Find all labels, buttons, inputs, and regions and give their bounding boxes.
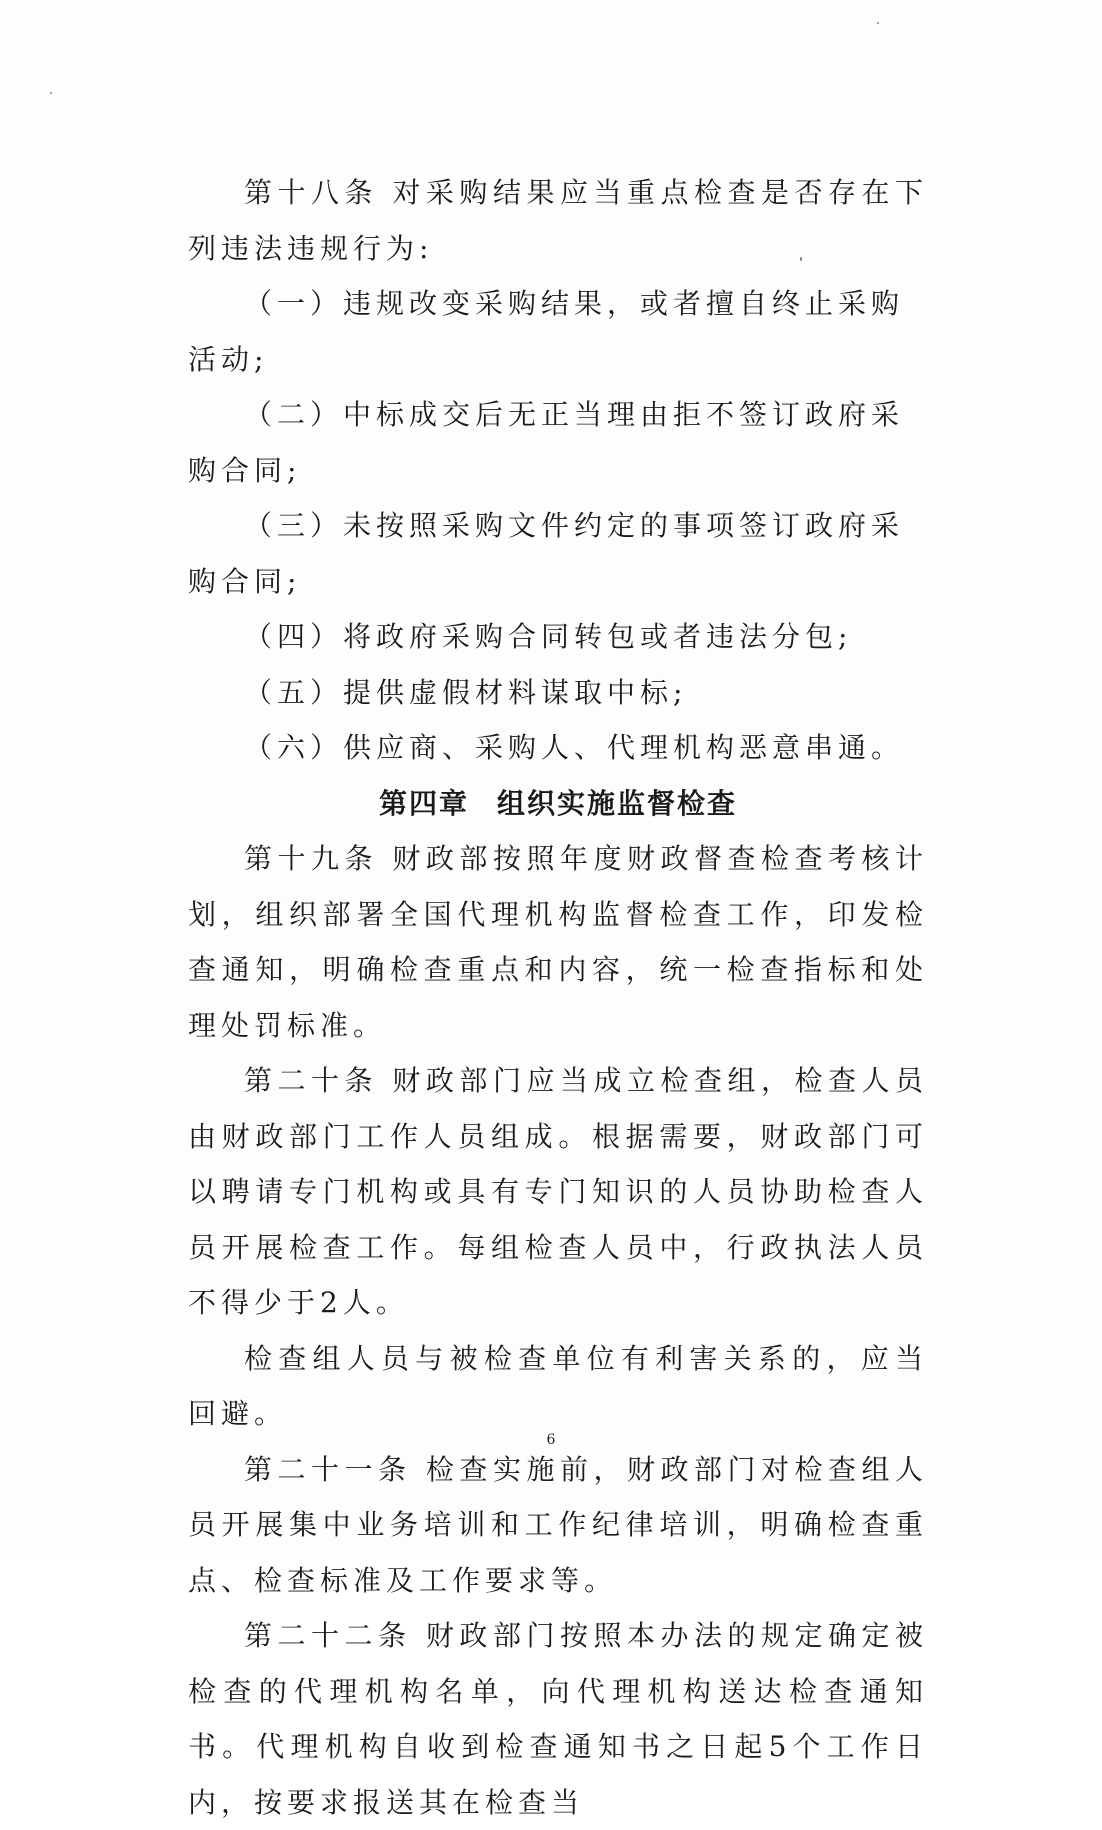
article-20: 第二十条 财政部门应当成立检查组，检查人员由财政部门工作人员组成。根据需要，财政部门可以聘请专门机构或具有专门知识的人员协助检查人员开展检查工作。每组检查人员中，行政执法人员不得少于2人。 [188, 1064, 928, 1319]
scan-speck [877, 22, 879, 24]
article-18: 第十八条 对采购结果应当重点检查是否存在下列违法违规行为: [188, 176, 928, 265]
article-21: 第二十一条 检查实施前，财政部门对检查组人员开展集中业务培训和工作纪律培训，明确检查重点、检查标准及工作要求等。 [188, 1452, 928, 1597]
list-item: （二）中标成交后无正当理由拒不签订政府采购合同; [188, 398, 905, 487]
list-item: （五）提供虚假材料谋取中标; [244, 675, 688, 709]
list-item: （四）将政府采购合同转包或者违法分包; [244, 620, 853, 653]
article-20-avoidance: 检查组人员与被检查单位有利害关系的，应当回避。 [188, 1341, 928, 1430]
article-19: 第十九条 财政部按照年度财政督查检查考核计划，组织部署全国代理机构监督检查工作，印发检查通知，明确检查重点和内容，统一检查指标和处理处罚标准。 [188, 842, 928, 1042]
list-item: （三）未按照采购文件约定的事项签订政府采购合同; [188, 509, 905, 598]
chapter-title: 组织实施监督检查 [497, 786, 738, 820]
article-22: 第二十二条 财政部门按照本办法的规定确定被检查的代理机构名单，向代理机构送达检查通知书。代理机构自收到检查通知书之日起5个工作日内，按要求报送其在检查当 [188, 1619, 928, 1819]
scan-speck [50, 92, 52, 94]
page-number: 6 [546, 1432, 556, 1448]
list-item: （一）违规改变采购结果，或者擅自终止采购活动; [188, 287, 905, 376]
chapter-number: 第四章 [378, 786, 469, 820]
chapter-heading [188, 776, 928, 832]
document-body [188, 165, 928, 1830]
list-item: （六）供应商、采购人、代理机构恶意串通。 [244, 731, 905, 764]
